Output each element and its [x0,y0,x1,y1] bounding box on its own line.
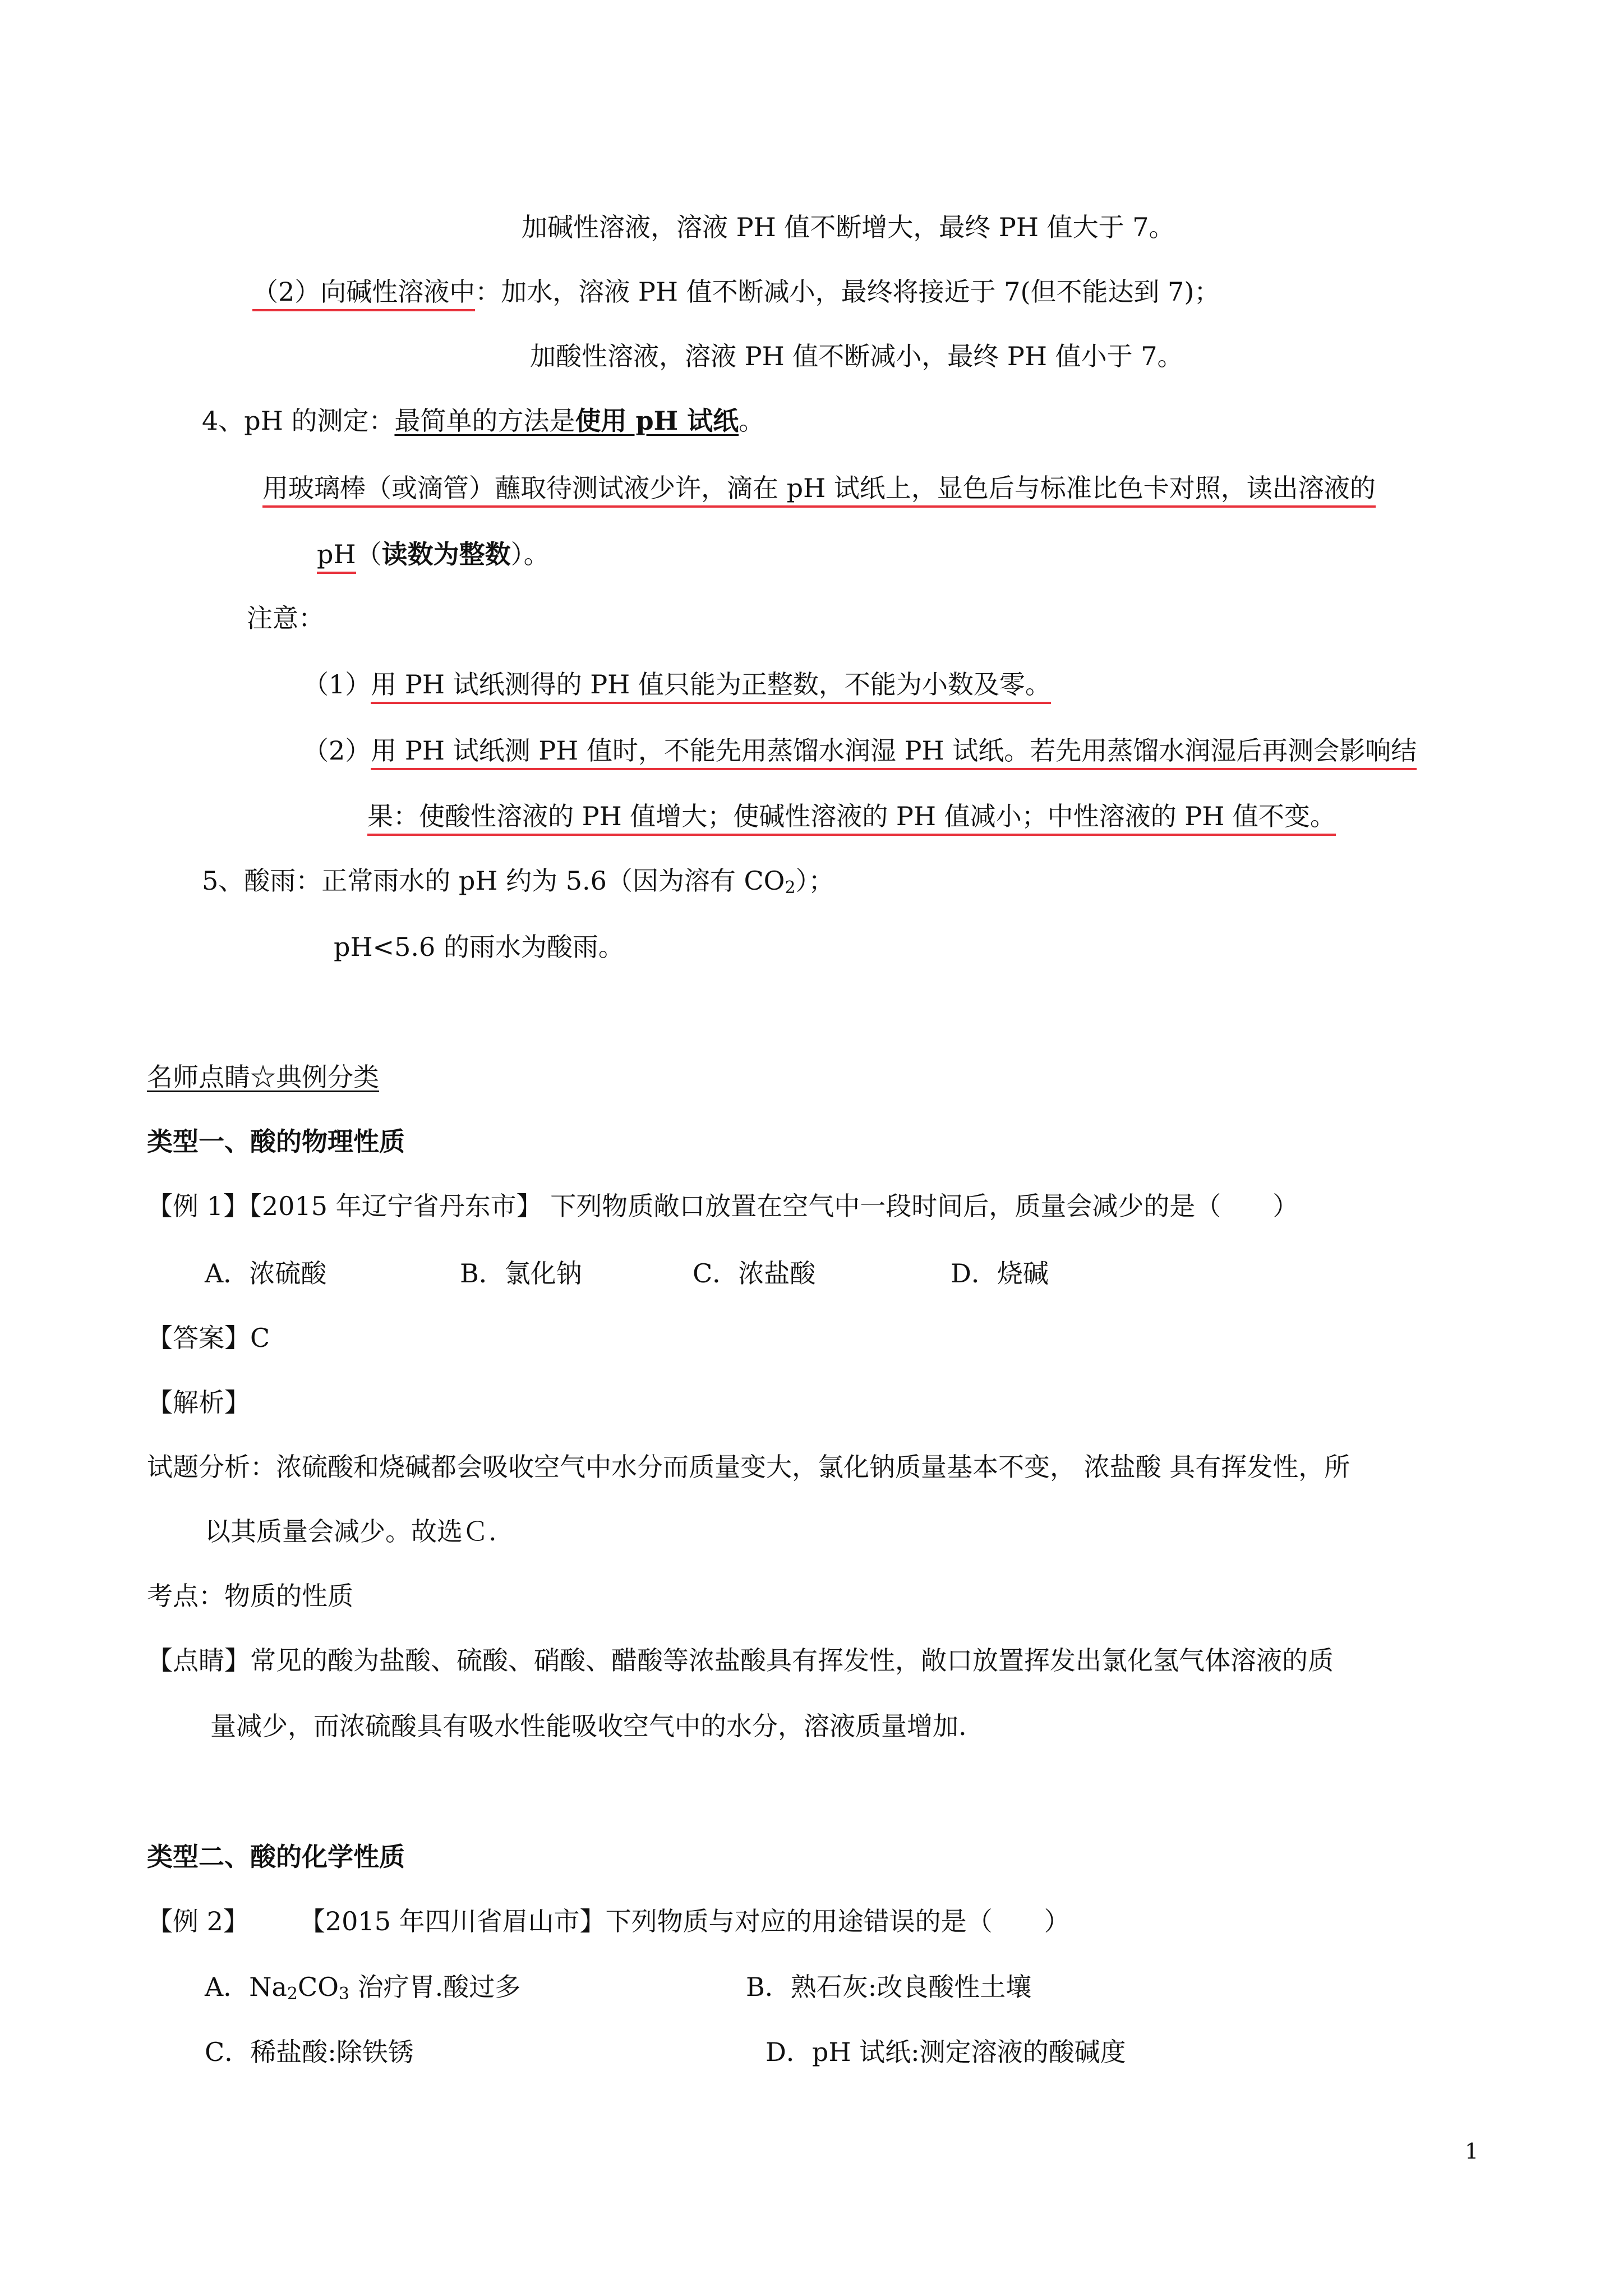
note2-line2 [367,799,1336,833]
acid-rain-co2-subscript: 2 [785,878,796,898]
ph-change-line1: 加碱性溶液，溶液 PH 值不断增大，最终 PH 值大于 7。 [522,212,1175,242]
ph-measure-method-line2 [317,537,550,571]
type2-option-a-sub2: 3 [338,1984,350,2004]
ph-measure-title-u1: 最简单的方法是 [394,406,575,436]
note2-prefix: （2） [303,735,371,766]
type1-answer: 【答案】C [147,1323,270,1353]
type2-option-d: D．pH 试纸:测定溶液的酸碱度 [766,2037,1126,2067]
type1-analysis-line2: 以其质量会减少。故选Ｃ. [205,1516,497,1547]
type2-question-label: 【例 2】 [147,1906,249,1936]
type2-question [147,1904,1070,1938]
note1 [303,668,1051,701]
type2-option-a-text: 治疗胃.酸过多 [349,1972,521,2002]
type2-option-a [205,1970,520,2004]
type2-option-a-na: A．Na [205,1972,287,2002]
type2-option-a-sub1: 2 [287,1984,298,2004]
ph-change-line2 [252,275,1220,309]
type1-kaodian: 考点：物质的性质 [147,1581,353,1611]
type1-option-d: D．烧碱 [951,1258,1049,1289]
type1-dianjing-line2: 量减少，而浓硫酸具有吸水性能吸收空气中的水分，溶液质量增加. [210,1711,967,1741]
note2-line1 [303,734,1417,767]
type1-option-b: B．氯化钠 [460,1258,582,1289]
section-heading: 名师点睛☆典例分类 [147,1062,379,1092]
ph-measure-title-u2: 使用 pH 试纸 [575,406,739,436]
ph-change-line2-rest: ：加水，溶液 PH 值不断减小，最终将接近于 7(但不能达到 7)； [475,277,1220,307]
type2-question-text: 【2015 年四川省眉山市】下列物质与对应的用途错误的是（ ） [299,1906,1070,1936]
ph-measure-title-end: 。 [739,406,765,436]
type1-dianjing-line1: 【点睛】常见的酸为盐酸、硫酸、硝酸、醋酸等浓盐酸具有挥发性，敞口放置挥发出氯化氢气体溶液的质 [147,1645,1334,1676]
ph-measure-method-line2-ph: pH [317,539,356,574]
ph-measure-method-line2-bold: 读数为整数 [381,539,511,569]
note-label: 注意： [247,603,324,633]
ph-measure-title-prefix: 4、pH 的测定： [202,406,395,436]
ph-change-line2-prefix: （2）向碱性溶液中 [252,277,475,311]
ph-measure-method-line2-open: （ [356,539,382,569]
type1-option-a: A．浓硫酸 [205,1258,327,1289]
type1-option-c: C．浓盐酸 [693,1258,816,1289]
type2-option-b: B．熟石灰:改良酸性土壤 [746,1972,1032,2002]
ph-change-line3: 加酸性溶液，溶液 PH 值不断减小，最终 PH 值小于 7。 [530,341,1183,371]
type1-heading: 类型一、酸的物理性质 [147,1126,405,1157]
note2-line2-text: 果：使酸性溶液的 PH 值增大；使碱性溶液的 PH 值减小；中性溶液的 PH 值不变。 [367,801,1336,836]
acid-rain-line1-a: 5、酸雨：正常雨水的 pH 约为 5.6（因为溶有 CO [202,866,785,896]
type1-options [205,1257,1158,1290]
ph-measure-method-line2-close: ）。 [510,539,550,569]
type2-option-a-co: CO [298,1972,339,2002]
note2-line1-text: 用 PH 试纸测 PH 值时，不能先用蒸馏水润湿 PH 试纸。若先用蒸馏水润湿后再测会影响结 [371,735,1417,770]
ph-measure-method-line1-text: 用玻璃棒（或滴管）蘸取待测试液少许，滴在 pH 试纸上，显色后与标准比色卡对照，读出溶液的 [262,473,1376,508]
ph-measure-title [202,404,764,438]
type2-option-c: C．稀盐酸:除铁锈 [205,2037,414,2067]
type2-heading: 类型二、酸的化学性质 [147,1842,405,1872]
note1-prefix: （1） [303,669,371,700]
type1-question: 【例 1】【2015 年辽宁省丹东市】 下列物质敞口放置在空气中一段时间后，质量会减少的是（ ） [147,1191,1299,1221]
acid-rain-line2: pH<5.6 的雨水为酸雨。 [334,932,624,962]
acid-rain-line1 [202,864,834,898]
note1-text: 用 PH 试纸测得的 PH 值只能为正整数，不能为小数及零。 [371,669,1051,704]
page-number: 1 [1465,2139,1479,2164]
ph-measure-method-line1 [262,471,1376,505]
type1-analysis-line1: 试题分析：浓硫酸和烧碱都会吸收空气中水分而质量变大，氯化钠质量基本不变， 浓盐酸 具有挥发性，所 [147,1452,1350,1482]
type1-analysis-label: 【解析】 [147,1387,250,1418]
acid-rain-line1-b: ）； [795,866,834,896]
